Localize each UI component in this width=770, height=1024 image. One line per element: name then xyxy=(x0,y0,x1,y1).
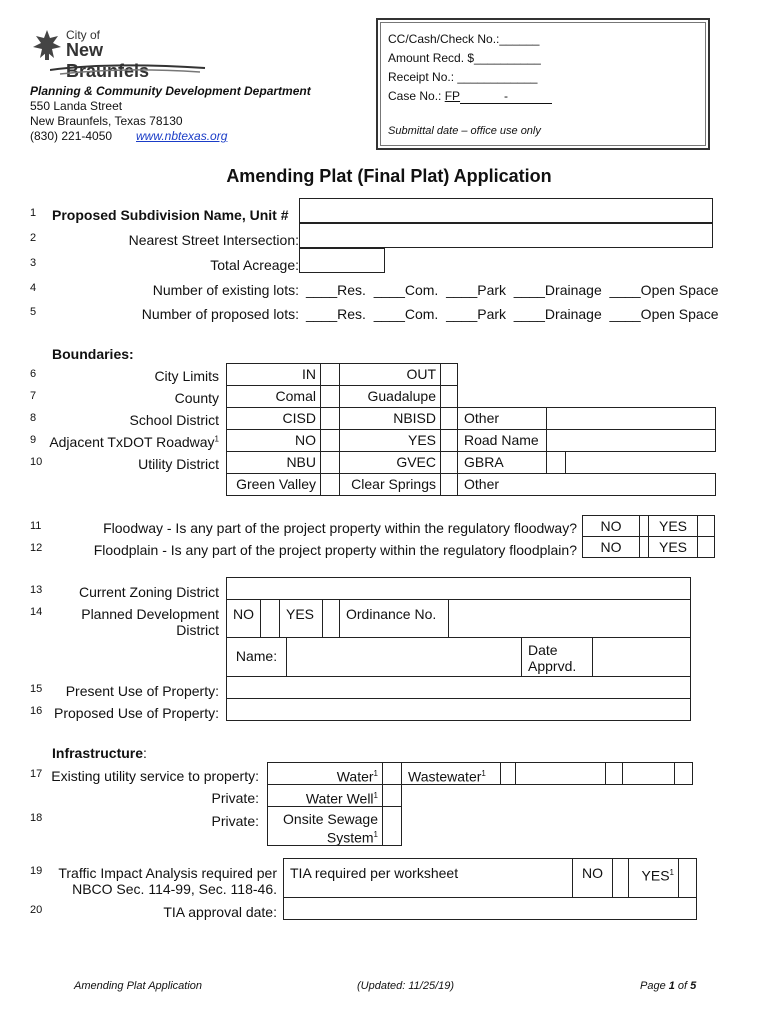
submittal-note: Submittal date – office use only xyxy=(388,125,541,137)
floodplain-yes-check[interactable] xyxy=(697,536,715,558)
pd-yes-check[interactable] xyxy=(322,599,340,638)
utility-gvec[interactable]: GVEC xyxy=(339,451,441,474)
row-number-8: 8 xyxy=(30,412,37,424)
private-onsite-sewage[interactable] xyxy=(267,806,383,846)
city-limits-label: City Limits xyxy=(154,368,219,384)
receipt-number: Receipt No.: ____________ xyxy=(388,70,538,84)
utility-clear-springs[interactable]: Clear Springs xyxy=(339,473,441,496)
pd-yes[interactable]: YES xyxy=(279,599,323,638)
floodplain-yes[interactable]: YES xyxy=(648,536,698,558)
utility-wastewater[interactable] xyxy=(401,762,501,785)
txdot-label-text: Adjacent TxDOT Roadway xyxy=(49,434,215,450)
utility-nbu[interactable]: NBU xyxy=(226,451,321,474)
tia-yes-check[interactable] xyxy=(678,858,697,898)
pd-ordinance[interactable]: Ordinance No. xyxy=(339,599,449,638)
pd-label-1: Planned Development xyxy=(81,606,219,622)
tia-yes[interactable] xyxy=(628,858,679,898)
footer-page-num: 1 xyxy=(668,980,675,992)
floodway-yes[interactable]: YES xyxy=(648,515,698,537)
present-use-input[interactable] xyxy=(226,676,691,699)
tia-approval-input[interactable] xyxy=(283,897,697,920)
subdivision-input[interactable] xyxy=(299,198,713,223)
pd-no[interactable]: NO xyxy=(226,599,261,638)
private-water-well[interactable] xyxy=(267,784,383,807)
txdot-no-check[interactable] xyxy=(320,429,340,452)
utility-water[interactable] xyxy=(267,762,383,785)
boundaries-heading: Boundaries: xyxy=(52,346,134,362)
row-number-3: 3 xyxy=(30,257,37,269)
acreage-input[interactable] xyxy=(299,248,385,273)
row-number-13: 13 xyxy=(30,584,43,596)
txdot-footnote: 1 xyxy=(214,434,219,444)
row-number-9: 9 xyxy=(30,434,37,446)
city-limits-out[interactable]: OUT xyxy=(339,363,441,386)
proposed-lots-label: Number of proposed lots: xyxy=(141,306,299,322)
utility-wastewater-footnote: 1 xyxy=(481,769,486,778)
utility-other[interactable]: Other xyxy=(457,473,716,496)
city-limits-in-check[interactable] xyxy=(320,363,340,386)
row-number-5: 5 xyxy=(30,306,37,318)
logo-big-text: New Braunfels xyxy=(66,40,150,81)
website-link[interactable]: www.nbtexas.org xyxy=(136,129,228,143)
row-number-14: 14 xyxy=(30,606,43,618)
floodway-yes-check[interactable] xyxy=(697,515,715,537)
proposed-lots-types[interactable]: ____Res. ____Com. ____Park ____Drainage ____Open Space xyxy=(306,306,719,322)
footer-updated: (Updated: 11/25/19) xyxy=(357,980,455,992)
school-other-input[interactable] xyxy=(546,407,716,430)
pd-name-input[interactable] xyxy=(286,637,522,677)
phone-number: (830) 221-4050 xyxy=(30,129,113,143)
pd-no-check[interactable] xyxy=(260,599,280,638)
school-cisd-check[interactable] xyxy=(320,407,340,430)
row-number-20: 20 xyxy=(30,904,43,916)
pd-date-approved[interactable] xyxy=(521,637,593,677)
existing-lots-label: Number of existing lots: xyxy=(152,282,299,298)
county-guadalupe-check[interactable] xyxy=(440,385,458,408)
school-nbisd-check[interactable] xyxy=(440,407,458,430)
row-number-11: 11 xyxy=(30,520,42,532)
private-water-well-text: Water Well xyxy=(305,790,374,807)
tia-required-label-1: Traffic Impact Analysis required per xyxy=(58,865,277,881)
txdot-no[interactable]: NO xyxy=(226,429,321,452)
utility-green-valley-check[interactable] xyxy=(320,473,340,496)
footer-of-word: of xyxy=(674,980,691,992)
infrastructure-heading-text: Infrastructure xyxy=(52,745,144,761)
row-number-15: 15 xyxy=(30,683,43,695)
school-district-label: School District xyxy=(129,412,219,428)
footer-form-name: Amending Plat Application xyxy=(74,980,203,992)
footer-page-total: 5 xyxy=(690,980,697,992)
county-label: County xyxy=(174,390,219,406)
page-title: Amending Plat (Final Plat) Application xyxy=(226,166,552,186)
office-use-box xyxy=(376,18,710,150)
row-number-2: 2 xyxy=(30,232,37,244)
private-label-2: Private: xyxy=(211,813,259,829)
row-number-19: 19 xyxy=(30,865,43,877)
present-use-label: Present Use of Property: xyxy=(65,683,219,699)
county-guadalupe[interactable]: Guadalupe xyxy=(339,385,441,408)
utility-nbu-check[interactable] xyxy=(320,451,340,474)
onsite-sewage-footnote: 1 xyxy=(373,830,378,839)
existing-lots-types[interactable]: ____Res. ____Com. ____Park ____Drainage ____Open Space xyxy=(306,282,719,298)
floodway-question: Floodway - Is any part of the project property within the regulatory floodway? xyxy=(103,520,577,536)
tia-yes-footnote: 1 xyxy=(669,868,674,877)
row-number-16: 16 xyxy=(30,705,43,717)
pd-date-label: Date xyxy=(528,642,558,658)
private-water-well-footnote: 1 xyxy=(373,791,378,800)
address-line-1: 550 Landa Street xyxy=(30,99,123,113)
case-number xyxy=(388,89,552,104)
school-cisd[interactable]: CISD xyxy=(226,407,321,430)
row-number-1: 1 xyxy=(30,207,37,219)
utility-clear-springs-check[interactable] xyxy=(440,473,458,496)
city-limits-in[interactable]: IN xyxy=(226,363,321,386)
street-input[interactable] xyxy=(299,223,713,248)
row-number-7: 7 xyxy=(30,390,37,402)
school-other[interactable]: Other xyxy=(457,407,547,430)
acreage-label: Total Acreage: xyxy=(210,257,299,273)
floodplain-question: Floodplain - Is any part of the project property within the regulatory floodplain? xyxy=(93,542,577,558)
row-number-4: 4 xyxy=(30,282,37,294)
txdot-road-name[interactable]: Road Name xyxy=(457,429,547,452)
pd-date-input[interactable] xyxy=(592,637,691,677)
city-seal-icon xyxy=(30,28,64,62)
case-value: FP xyxy=(444,89,461,103)
existing-utility-label: Existing utility service to property: xyxy=(51,768,259,784)
utility-water-check[interactable] xyxy=(382,762,402,785)
pd-ordinance-input[interactable] xyxy=(448,599,691,638)
city-logo xyxy=(30,26,190,81)
utility-blank-2-check[interactable] xyxy=(674,762,693,785)
tia-yes-text: YES xyxy=(641,867,670,884)
amount-received: Amount Recd. $__________ xyxy=(388,51,541,65)
utility-wastewater-check[interactable] xyxy=(500,762,516,785)
case-dash: - xyxy=(460,89,552,104)
school-nbisd[interactable]: NBISD xyxy=(339,407,441,430)
street-label: Nearest Street Intersection: xyxy=(128,232,299,248)
pd-approved-label: Apprvd. xyxy=(528,658,577,674)
row-number-12: 12 xyxy=(30,542,43,554)
footer-page xyxy=(640,980,696,992)
city-limits-out-check[interactable] xyxy=(440,363,458,386)
utility-gbra-check[interactable] xyxy=(546,451,566,474)
proposed-use-label: Proposed Use of Property: xyxy=(54,705,219,721)
row-number-10: 10 xyxy=(30,456,43,468)
case-label: Case No.: xyxy=(388,89,445,103)
utility-blank-1[interactable] xyxy=(515,762,606,785)
floodplain-no[interactable]: NO xyxy=(582,536,640,558)
txdot-yes-check[interactable] xyxy=(440,429,458,452)
infrastructure-heading xyxy=(52,745,147,761)
subdivision-label: Proposed Subdivision Name, Unit # xyxy=(52,207,289,223)
current-zoning-input[interactable] xyxy=(226,577,691,600)
utility-gbra[interactable]: GBRA xyxy=(457,451,547,474)
pd-name[interactable]: Name: xyxy=(226,637,287,677)
address-line-2: New Braunfels, Texas 78130 xyxy=(30,114,183,128)
pd-label-2: District xyxy=(176,622,219,638)
row-number-6: 6 xyxy=(30,368,37,380)
row-number-18: 18 xyxy=(30,812,43,824)
utility-gvec-check[interactable] xyxy=(440,451,458,474)
onsite-sewage-line-2 xyxy=(268,827,378,846)
tia-approval-label: TIA approval date: xyxy=(163,904,277,920)
tia-required-label-2: NBCO Sec. 114-99, Sec. 118-46. xyxy=(72,881,277,897)
tia-worksheet[interactable]: TIA required per worksheet xyxy=(283,858,573,898)
infrastructure-heading-colon: : xyxy=(143,745,147,761)
current-zoning-label: Current Zoning District xyxy=(78,584,219,600)
utility-blank-1-check[interactable] xyxy=(605,762,623,785)
private-label-1: Private: xyxy=(211,790,259,806)
tia-no-check[interactable] xyxy=(612,858,629,898)
txdot-road-name-input[interactable] xyxy=(546,429,716,452)
logo-swoosh-icon xyxy=(50,62,210,76)
utility-wastewater-text: Wastewater xyxy=(408,768,482,785)
onsite-sewage-line-2-text: System xyxy=(326,829,374,846)
utility-water-footnote: 1 xyxy=(373,769,378,778)
utility-water-text: Water xyxy=(336,768,374,785)
department-name: Planning & Community Development Department xyxy=(30,84,311,98)
floodway-no[interactable]: NO xyxy=(582,515,640,537)
private-water-well-check[interactable] xyxy=(382,784,402,807)
utility-blank-2[interactable] xyxy=(622,762,675,785)
txdot-label xyxy=(49,434,219,450)
private-onsite-sewage-check[interactable] xyxy=(382,806,402,846)
row-number-17: 17 xyxy=(30,768,43,780)
txdot-yes[interactable]: YES xyxy=(339,429,441,452)
county-comal-check[interactable] xyxy=(320,385,340,408)
cc-cash-check: CC/Cash/Check No.:______ xyxy=(388,32,540,46)
proposed-use-input[interactable] xyxy=(226,698,691,721)
tia-no[interactable]: NO xyxy=(572,858,613,898)
utility-district-label: Utility District xyxy=(138,456,219,472)
footer-page-word: Page xyxy=(640,980,669,992)
onsite-sewage-line-1: Onsite Sewage xyxy=(283,811,378,827)
logo-small-text: City of xyxy=(66,28,101,42)
county-comal[interactable]: Comal xyxy=(226,385,321,408)
utility-green-valley[interactable]: Green Valley xyxy=(226,473,321,496)
